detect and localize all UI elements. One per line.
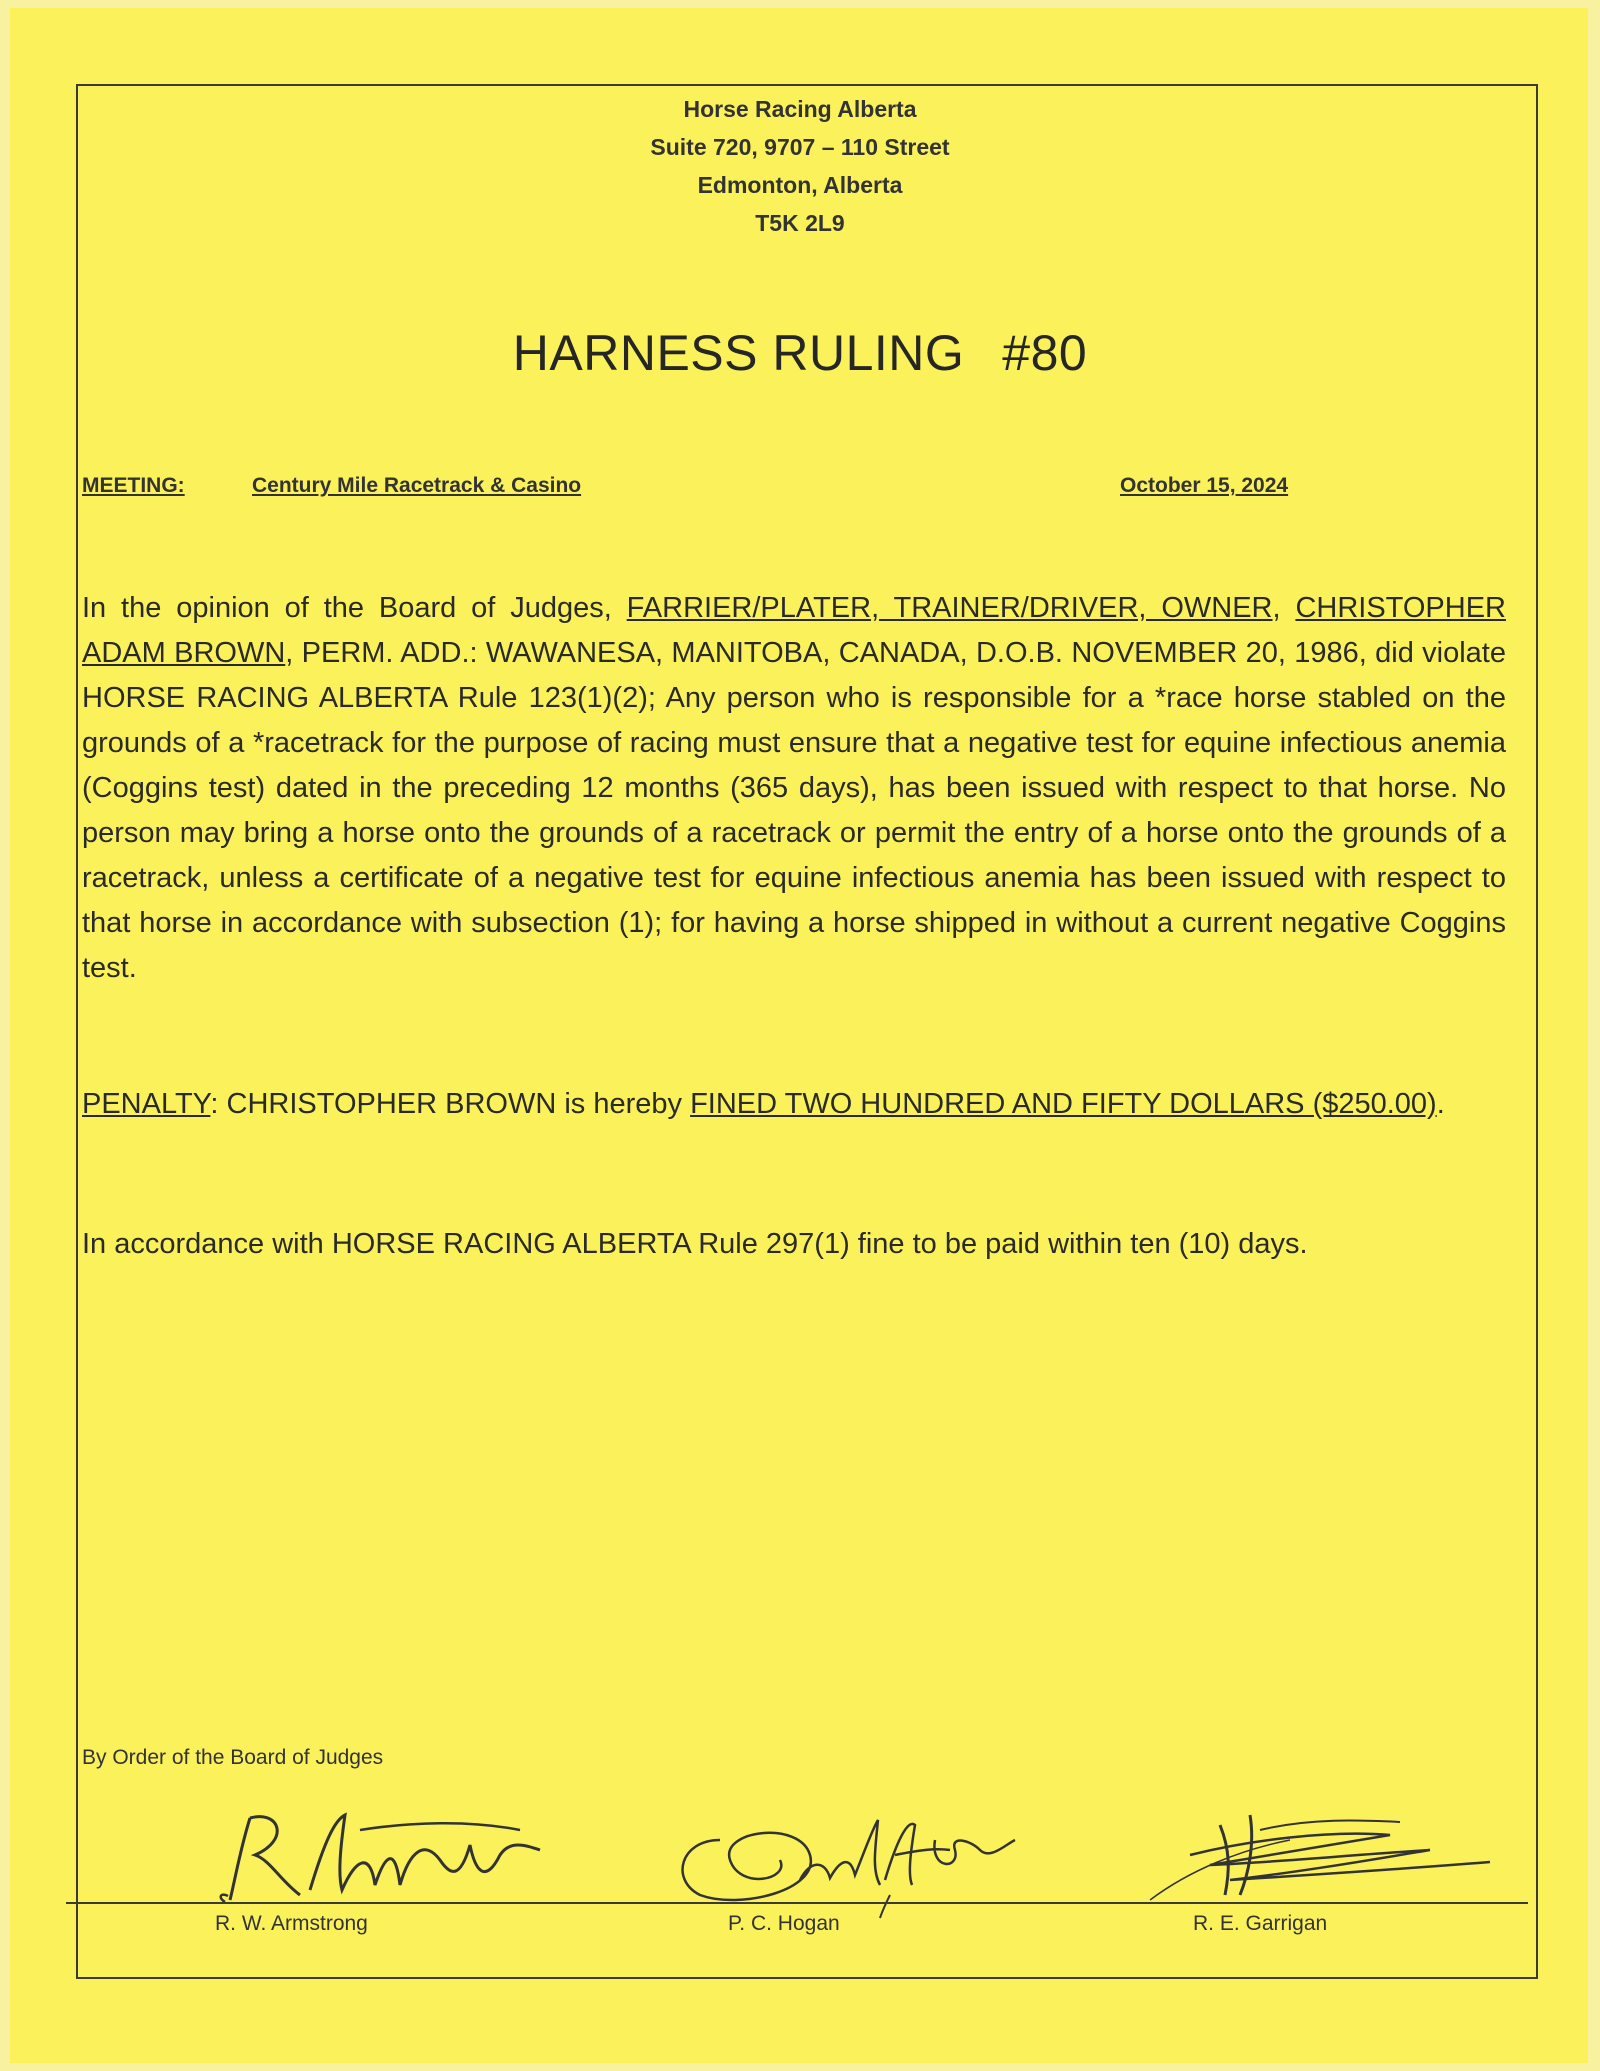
penalty-end: . [1436,1088,1445,1120]
meeting-venue: Century Mile Racetrack & Casino [252,474,582,497]
ruling-comma: , [1272,592,1296,624]
penalty-fine: FINED TWO HUNDRED AND FIFTY DOLLARS ($250.00) [690,1088,1437,1120]
signature-line [66,1902,1528,1904]
ruling-roles: FARRIER/PLATER, TRAINER/DRIVER, OWNER [626,592,1273,624]
meeting-date: October 15, 2024 [1120,474,1289,497]
judge-name-garrigan: R. E. Garrigan [1193,1912,1328,1935]
judge-name-armstrong: R. W. Armstrong [215,1912,368,1935]
org-city: Edmonton, Alberta [697,172,903,198]
org-address: Suite 720, 9707 – 110 Street [650,134,950,160]
by-order-text: By Order of the Board of Judges [82,1746,384,1769]
judge-name-hogan: P. C. Hogan [728,1912,840,1935]
signature-armstrong [210,1800,550,1910]
ruling-intro: In the opinion of the Board of Judges, [82,592,627,624]
ruling-name: CHRISTOPHER ADAM BROWN [82,592,1506,669]
org-postal: T5K 2L9 [755,210,845,236]
penalty-text: : CHRISTOPHER BROWN is hereby [210,1088,691,1120]
letterhead [0,90,1600,242]
ruling-title [0,324,1600,382]
signature-garrigan [1130,1800,1530,1910]
org-name: Horse Racing Alberta [683,96,917,122]
payment-paragraph: In accordance with HORSE RACING ALBERTA Rule 297(1) fine to be paid within ten (10) days. [82,1228,1308,1260]
ruling-title-text: HARNESS RULING [512,325,965,381]
ruling-paragraph [82,586,1506,991]
penalty-paragraph [82,1082,1506,1127]
meeting-label: MEETING: [82,474,185,497]
ruling-number: #80 [1002,325,1088,381]
penalty-label: PENALTY [82,1088,211,1120]
ruling-details: , PERM. ADD.: WAWANESA, MANITOBA, CANADA, D.O.B. NOVEMBER 20, 1986, did violate HORSE RACING ALBERTA Rule 123(1)(2); Any person who is responsible for a *race horse stabled on the grounds of a *racetrack for the purpose of racing must ensure that a negative test for equine infectious anemia (Coggins test) dated in the preceding 12 months (365 days), has been issued with respect to that horse. No person may bring a horse onto the grounds of a racetrack or permit the entry of a horse onto the grounds of a racetrack, unless a certificate of a negative test for equine infectious anemia has been issued with respect to that horse in accordance with subsection (1); for having a horse shipped in without a current negative Coggins test. [82,637,1506,984]
